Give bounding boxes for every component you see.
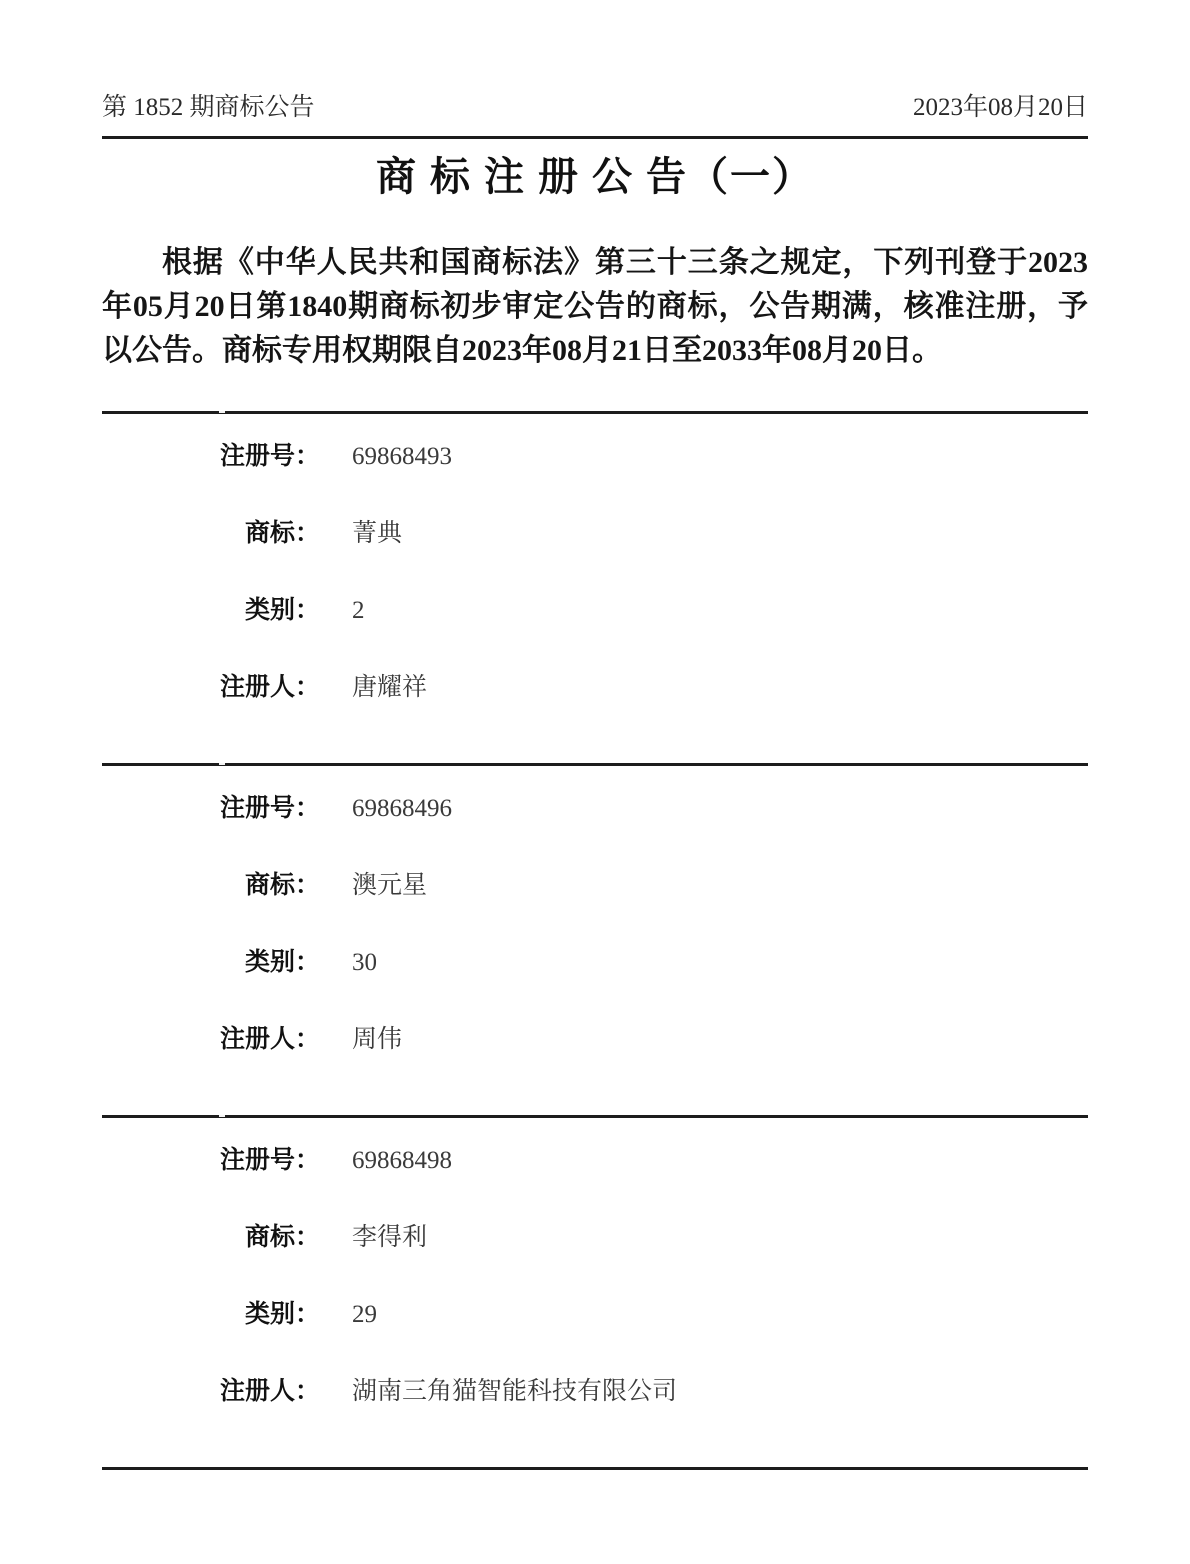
divider-notch — [219, 1115, 225, 1117]
entry-rows — [102, 788, 1088, 1051]
trademark-label: 商标： — [244, 1224, 320, 1251]
reg-no-row — [102, 1140, 1088, 1172]
divider-notch — [219, 763, 225, 765]
reg-no-value: 69868493 — [352, 443, 452, 470]
trademark-value: 澳元星 — [352, 872, 428, 899]
category-label: 类别： — [244, 597, 320, 624]
reg-no-row — [102, 436, 1088, 468]
entries-list — [102, 411, 1088, 1470]
page-header — [102, 92, 1088, 124]
category-value: 29 — [352, 1301, 377, 1328]
category-value: 2 — [352, 597, 365, 624]
registrant-label: 注册人： — [219, 1378, 320, 1405]
header-date: 2023年08月20日 — [912, 94, 1088, 121]
registrant-value: 唐耀祥 — [352, 674, 428, 701]
category-value: 30 — [352, 949, 377, 976]
trademark-row — [102, 513, 1088, 545]
reg-no-label: 注册号： — [219, 1147, 320, 1174]
registrant-row — [102, 1371, 1088, 1403]
category-label: 类别： — [244, 1301, 320, 1328]
trademark-entry — [102, 411, 1088, 763]
entry-divider — [102, 763, 1088, 766]
trademark-row — [102, 865, 1088, 897]
reg-no-label: 注册号： — [219, 443, 320, 470]
reg-no-value: 69868498 — [352, 1147, 452, 1174]
registrant-row — [102, 667, 1088, 699]
registrant-label: 注册人： — [219, 674, 320, 701]
trademark-value: 菁典 — [352, 520, 403, 547]
trademark-entry — [102, 763, 1088, 1115]
registrant-label: 注册人： — [219, 1026, 320, 1053]
header-rule — [102, 136, 1088, 139]
category-row — [102, 1294, 1088, 1326]
reg-no-value: 69868496 — [352, 795, 452, 822]
entry-rows — [102, 436, 1088, 699]
trademark-label: 商标： — [244, 872, 320, 899]
trademark-entry — [102, 1115, 1088, 1467]
reg-no-row — [102, 788, 1088, 820]
bottom-rule — [102, 1467, 1088, 1470]
entry-divider — [102, 411, 1088, 414]
intro-paragraph: 根据《中华人民共和国商标法》第三十三条之规定，下列刊登于2023年05月20日第1840期商标初步审定公告的商标，公告期满，核准注册，予以公告。商标专用权期限自2023年08月21日至2033年08月20日。 — [102, 246, 1088, 367]
registrant-value: 湖南三角猫智能科技有限公司 — [352, 1378, 678, 1405]
category-row — [102, 942, 1088, 974]
category-label: 类别： — [244, 949, 320, 976]
entry-rows — [102, 1140, 1088, 1403]
reg-no-label: 注册号： — [219, 795, 320, 822]
issue-number: 第 1852 期商标公告 — [102, 94, 315, 121]
page-title: 商 标 注 册 公 告（一） — [376, 154, 814, 199]
divider-notch — [219, 411, 225, 413]
registrant-value: 周伟 — [352, 1026, 403, 1053]
registrant-row — [102, 1019, 1088, 1051]
trademark-value: 李得利 — [352, 1224, 428, 1251]
trademark-row — [102, 1217, 1088, 1249]
entry-divider — [102, 1115, 1088, 1118]
trademark-label: 商标： — [244, 520, 320, 547]
category-row — [102, 590, 1088, 622]
